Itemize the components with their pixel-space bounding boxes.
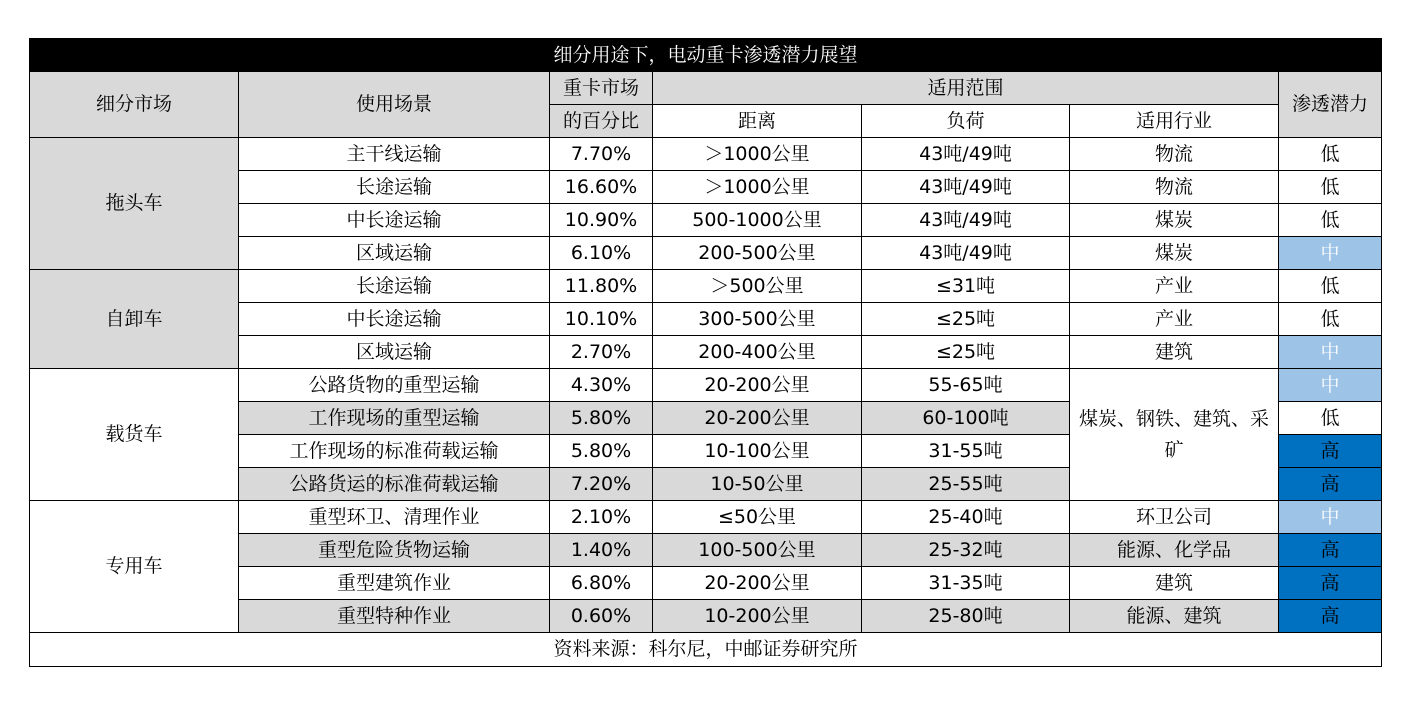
table-row <box>30 270 1382 303</box>
potential-cell: 中 <box>1279 336 1382 369</box>
scenario-cell: 中长途运输 <box>239 204 550 237</box>
distance-cell: ＞500公里 <box>653 270 862 303</box>
scenario-cell: 长途运输 <box>239 171 550 204</box>
share-cell: 7.70% <box>550 138 653 171</box>
header-potential: 渗透潜力 <box>1279 72 1382 138</box>
potential-cell: 低 <box>1279 303 1382 336</box>
potential-cell: 中 <box>1279 369 1382 402</box>
source-note: 资料来源：科尔尼，中邮证券研究所 <box>30 633 1382 667</box>
share-cell: 6.10% <box>550 237 653 270</box>
potential-cell: 中 <box>1279 237 1382 270</box>
distance-cell: 10-200公里 <box>653 600 862 633</box>
distance-cell: 20-200公里 <box>653 369 862 402</box>
share-cell: 6.80% <box>550 567 653 600</box>
distance-cell: ＞1000公里 <box>653 171 862 204</box>
header-scope: 适用范围 <box>653 72 1279 105</box>
scenario-cell: 重型建筑作业 <box>239 567 550 600</box>
load-cell: 31-35吨 <box>862 567 1070 600</box>
header-distance: 距离 <box>653 105 862 138</box>
scenario-cell: 中长途运输 <box>239 303 550 336</box>
share-cell: 11.80% <box>550 270 653 303</box>
load-cell: 43吨/49吨 <box>862 138 1070 171</box>
industry-cell: 能源、建筑 <box>1070 600 1279 633</box>
scenario-cell: 工作现场的重型运输 <box>239 402 550 435</box>
share-cell: 2.10% <box>550 501 653 534</box>
table-container <box>29 38 1381 667</box>
load-cell: 25-80吨 <box>862 600 1070 633</box>
scenario-cell: 区域运输 <box>239 336 550 369</box>
industry-cell: 煤炭、钢铁、建筑、采矿 <box>1070 369 1279 501</box>
segment-cell: 专用车 <box>30 501 239 633</box>
load-cell: 25-55吨 <box>862 468 1070 501</box>
share-cell: 2.70% <box>550 336 653 369</box>
segment-cell: 拖头车 <box>30 138 239 270</box>
load-cell: 60-100吨 <box>862 402 1070 435</box>
title-row <box>30 39 1382 72</box>
share-cell: 5.80% <box>550 435 653 468</box>
header-share-line1: 重卡市场 <box>550 72 653 105</box>
table-row <box>30 501 1382 534</box>
penetration-table <box>29 38 1382 667</box>
industry-cell: 能源、化学品 <box>1070 534 1279 567</box>
distance-cell: 200-400公里 <box>653 336 862 369</box>
potential-cell: 低 <box>1279 270 1382 303</box>
header-segment: 细分市场 <box>30 72 239 138</box>
scenario-cell: 长途运输 <box>239 270 550 303</box>
potential-cell: 低 <box>1279 138 1382 171</box>
share-cell: 5.80% <box>550 402 653 435</box>
load-cell: 25-32吨 <box>862 534 1070 567</box>
header-load: 负荷 <box>862 105 1070 138</box>
industry-cell: 产业 <box>1070 270 1279 303</box>
share-cell: 10.90% <box>550 204 653 237</box>
load-cell: 43吨/49吨 <box>862 171 1070 204</box>
distance-cell: 20-200公里 <box>653 402 862 435</box>
potential-cell: 高 <box>1279 600 1382 633</box>
share-cell: 10.10% <box>550 303 653 336</box>
industry-cell: 环卫公司 <box>1070 501 1279 534</box>
share-cell: 1.40% <box>550 534 653 567</box>
scenario-cell: 主干线运输 <box>239 138 550 171</box>
distance-cell: 10-100公里 <box>653 435 862 468</box>
load-cell: 43吨/49吨 <box>862 237 1070 270</box>
share-cell: 4.30% <box>550 369 653 402</box>
header-share-line2: 的百分比 <box>550 105 653 138</box>
scenario-cell: 重型特种作业 <box>239 600 550 633</box>
potential-cell: 低 <box>1279 402 1382 435</box>
industry-cell: 物流 <box>1070 138 1279 171</box>
load-cell: 25-40吨 <box>862 501 1070 534</box>
distance-cell: 100-500公里 <box>653 534 862 567</box>
load-cell: 55-65吨 <box>862 369 1070 402</box>
potential-cell: 高 <box>1279 435 1382 468</box>
industry-cell: 建筑 <box>1070 336 1279 369</box>
distance-cell: ＞1000公里 <box>653 138 862 171</box>
scenario-cell: 公路货运的标准荷载运输 <box>239 468 550 501</box>
distance-cell: 300-500公里 <box>653 303 862 336</box>
industry-cell: 产业 <box>1070 303 1279 336</box>
scenario-cell: 重型危险货物运输 <box>239 534 550 567</box>
scenario-cell: 公路货物的重型运输 <box>239 369 550 402</box>
scenario-cell: 重型环卫、清理作业 <box>239 501 550 534</box>
distance-cell: 200-500公里 <box>653 237 862 270</box>
scenario-cell: 工作现场的标准荷载运输 <box>239 435 550 468</box>
potential-cell: 高 <box>1279 468 1382 501</box>
industry-cell: 建筑 <box>1070 567 1279 600</box>
potential-cell: 中 <box>1279 501 1382 534</box>
distance-cell: 20-200公里 <box>653 567 862 600</box>
segment-cell: 自卸车 <box>30 270 239 369</box>
header-row-1 <box>30 72 1382 105</box>
load-cell: 43吨/49吨 <box>862 204 1070 237</box>
load-cell: 31-55吨 <box>862 435 1070 468</box>
share-cell: 0.60% <box>550 600 653 633</box>
table-row <box>30 138 1382 171</box>
load-cell: ≤25吨 <box>862 303 1070 336</box>
industry-cell: 物流 <box>1070 171 1279 204</box>
potential-cell: 高 <box>1279 567 1382 600</box>
source-row <box>30 633 1382 667</box>
table-row <box>30 369 1382 402</box>
distance-cell: ≤50公里 <box>653 501 862 534</box>
industry-cell: 煤炭 <box>1070 204 1279 237</box>
potential-cell: 低 <box>1279 171 1382 204</box>
scenario-cell: 区域运输 <box>239 237 550 270</box>
load-cell: ≤31吨 <box>862 270 1070 303</box>
potential-cell: 高 <box>1279 534 1382 567</box>
distance-cell: 500-1000公里 <box>653 204 862 237</box>
share-cell: 16.60% <box>550 171 653 204</box>
share-cell: 7.20% <box>550 468 653 501</box>
distance-cell: 10-50公里 <box>653 468 862 501</box>
table-title: 细分用途下，电动重卡渗透潜力展望 <box>30 39 1382 72</box>
potential-cell: 低 <box>1279 204 1382 237</box>
segment-cell: 载货车 <box>30 369 239 501</box>
header-industry: 适用行业 <box>1070 105 1279 138</box>
load-cell: ≤25吨 <box>862 336 1070 369</box>
header-scenario: 使用场景 <box>239 72 550 138</box>
industry-cell: 煤炭 <box>1070 237 1279 270</box>
